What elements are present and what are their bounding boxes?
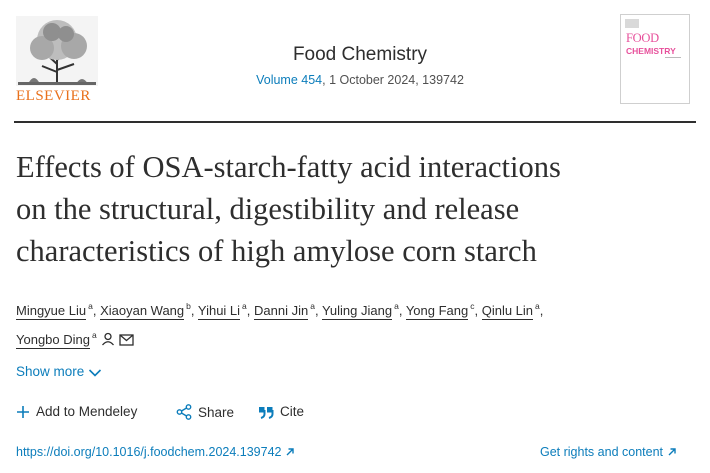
plus-icon xyxy=(16,405,30,419)
mendeley-label: Add to Mendeley xyxy=(36,404,138,419)
title-line-2: on the structural, digestibility and release xyxy=(16,192,520,226)
show-more-label: Show more xyxy=(16,364,85,379)
author-item[interactable] xyxy=(100,303,191,318)
author-affiliation: b xyxy=(186,301,191,311)
author-affiliation: a xyxy=(394,301,399,311)
publisher-name: ELSEVIER xyxy=(16,88,91,104)
chevron-down-icon xyxy=(88,368,102,378)
author-item[interactable] xyxy=(482,303,540,318)
author-item[interactable] xyxy=(254,303,315,318)
author-item[interactable] xyxy=(16,332,134,347)
cite-button[interactable] xyxy=(258,404,304,419)
cite-label: Cite xyxy=(280,404,305,419)
header-divider xyxy=(14,121,696,123)
doi-link[interactable] xyxy=(16,445,295,459)
cover-title-chemistry: CHEMISTRY xyxy=(626,46,676,56)
issue-info: , 1 October 2024, 139742 xyxy=(322,73,464,87)
quote-icon xyxy=(258,406,274,419)
get-rights-link[interactable] xyxy=(540,445,677,459)
cover-logo-mark xyxy=(625,19,639,28)
journal-issue xyxy=(230,73,490,87)
cover-divider xyxy=(665,57,681,58)
share-button[interactable] xyxy=(176,404,234,420)
author-item[interactable] xyxy=(198,303,247,318)
rights-label: Get rights and content xyxy=(540,445,663,459)
author-name[interactable]: Yongbo Ding xyxy=(16,332,90,347)
title-line-3: characteristics of high amylose corn starch xyxy=(16,234,537,268)
article-title xyxy=(16,146,696,272)
author-name[interactable]: Qinlu Lin xyxy=(481,303,534,318)
author-name[interactable]: Mingyue Liu xyxy=(16,303,87,318)
doi-label: https://doi.org/10.1016/j.foodchem.2024.139742 xyxy=(16,445,282,459)
show-more-button[interactable] xyxy=(16,364,102,379)
person-icon[interactable] xyxy=(101,332,115,346)
add-to-mendeley-button[interactable] xyxy=(16,404,137,419)
author-affiliation: a xyxy=(535,301,540,311)
author-affiliation: c xyxy=(470,301,475,311)
author-name[interactable]: Xiaoyan Wang xyxy=(100,303,185,318)
author-name[interactable]: Yuling Jiang xyxy=(321,303,393,318)
share-icon xyxy=(176,404,192,420)
envelope-icon[interactable] xyxy=(119,334,134,346)
author-item[interactable] xyxy=(406,303,475,318)
author-item[interactable] xyxy=(322,303,399,318)
author-affiliation: a xyxy=(310,301,315,311)
author-list: Mingyue Liu $^a$, Xiaoyan Wang $^b$, Yihui Li $^a$, Danni Jin $^a$, Yuling Jiang $^a$, Yong Fang $^c$, Qinlu Lin $^a$, Yongbo Ding $^a$ xyxy=(16,301,544,347)
author-name[interactable]: Yong Fang xyxy=(405,303,469,318)
author-item[interactable] xyxy=(16,303,93,318)
share-label: Share xyxy=(198,405,235,420)
author-name[interactable]: Yihui Li xyxy=(197,303,241,318)
external-arrow-icon xyxy=(667,447,677,457)
cover-title-food: FOOD xyxy=(626,31,659,45)
author-affiliation: a xyxy=(242,301,247,311)
journal-title[interactable]: Food Chemistry xyxy=(292,44,428,65)
volume-link[interactable]: Volume 454 xyxy=(256,73,323,87)
journal-cover-image[interactable] xyxy=(620,14,690,104)
author-affiliation: a xyxy=(88,301,93,311)
author-affiliation: a xyxy=(91,330,97,340)
journal-info xyxy=(230,44,490,87)
article-header xyxy=(0,0,710,120)
title-line-1: Effects of OSA-starch-fatty acid interactions xyxy=(16,150,561,184)
author-name[interactable]: Danni Jin xyxy=(254,303,309,318)
external-arrow-icon xyxy=(285,447,295,457)
